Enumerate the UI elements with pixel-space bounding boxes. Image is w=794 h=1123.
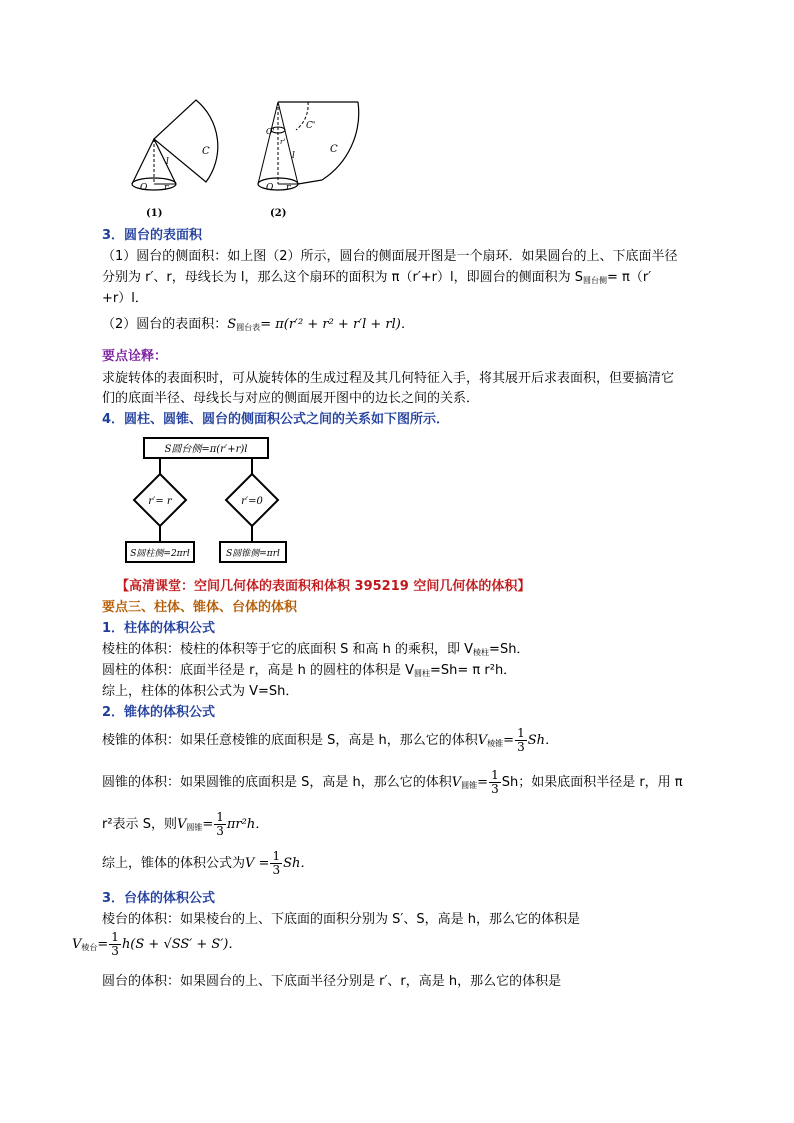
- note-heading: 要点诠释：: [102, 349, 168, 364]
- flow-left-cond: r′= r: [148, 496, 172, 507]
- label-C-2: C: [330, 144, 338, 155]
- sec3-p2: （2）圆台的表面积：$S_{圆台表}= \pi(r'^2 + r^2 + r'l + rl)$．: [102, 317, 414, 332]
- sec3-p1c: +r）l．: [102, 291, 148, 306]
- note-line1: 求旋转体的表面积时，可从旋转体的生成过程及其几何特征入手，将其展开后求表面积，但要搞清它: [102, 371, 675, 386]
- point3-s2-l2: 圆锥的体积：如果圆锥的底面积是 S，高是 h，那么它的体积$V_{圆锥}=$ $\frac{1}{3}$ Sh；如果底面积半径是 r，用 π: [102, 768, 683, 796]
- point3-s2-l1: 棱锥的体积：如果任意棱锥的底面积是 S，高是 h，那么它的体积$V_{棱锥}=$ $\frac{1}{3}$ Sh．: [102, 726, 558, 754]
- point3-s1-heading: 1．柱体的体积公式: [102, 621, 216, 636]
- label-l-2: l: [292, 151, 295, 161]
- label-C: C: [202, 146, 210, 157]
- cone-frustum-figures: [120, 92, 380, 222]
- point3-s2-l4: 综上，锥体的体积公式为V = $\frac{1}{3}$ Sh．: [102, 849, 314, 877]
- point3-s3-l2: $V_{棱台}=$ $\frac{1}{3}$ h(S + √SS′ + S′)．: [72, 930, 242, 958]
- point3-heading: 要点三、柱体、锥体、台体的体积: [102, 600, 298, 615]
- lateral-area-flowchart: [120, 434, 320, 570]
- label-r: r: [164, 183, 169, 193]
- point3-s1-l3: 综上，柱体的体积公式为 V=Sh．: [102, 684, 299, 699]
- label-r-2: r: [286, 183, 291, 193]
- point3-s2-heading: 2．锥体的体积公式: [102, 705, 216, 720]
- sec4-heading: 4．圆柱、圆锥、圆台的侧面积公式之间的关系如下图所示．: [102, 412, 450, 427]
- label-O-2: O: [266, 183, 274, 193]
- point3-s1-l1: 棱柱的体积：棱柱的体积等于它的底面积 S 和高 h 的乘积，即 $V_{棱柱}=Sh$．: [102, 642, 530, 657]
- point3-s2-l3: r²表示 S，则$V_{圆锥}=$ $\frac{1}{3}$ πr²h．: [102, 810, 269, 838]
- sec3-p1b: 分别为 r′、r，母线长为 l，那么这个扇环的面积为 π（r′+r）l，即圆台的侧面积为 $S_{圆台侧}= \pi(r'$: [102, 270, 652, 285]
- flow-right-result: S圆锥侧=πrl: [226, 549, 280, 559]
- label-l: l: [166, 157, 169, 167]
- flow-left-result: S圆柱侧=2πrl: [130, 549, 190, 559]
- figure-1-cone-development: [132, 100, 218, 219]
- label-C-prime: C': [306, 121, 316, 131]
- figure-2-frustum-development: [258, 102, 359, 219]
- figure-2-label: (2): [270, 208, 287, 219]
- point3-s3-heading: 3．台体的体积公式: [102, 891, 216, 906]
- point3-s3-l1: 棱台的体积：如果棱台的上、下底面的面积分别为 S′、S，高是 h，那么它的体积是: [102, 912, 580, 927]
- classroom-link: 【高清课堂：空间几何体的表面积和体积 395219 空间几何体的体积】: [116, 579, 531, 594]
- note-line2: 们的底面半径、母线长与对应的侧面展开图中的边长之间的关系．: [102, 391, 480, 406]
- flow-right-cond: r′=0: [241, 496, 263, 507]
- sec3-p1a: （1）圆台的侧面积：如上图（2）所示，圆台的侧面展开图是一个扇环．如果圆台的上、下底面半径: [102, 249, 678, 264]
- figure-1-label: (1): [146, 208, 163, 219]
- flow-top-text: S圆台侧=π(r′+r)l: [164, 444, 248, 455]
- point3-s1-l2: 圆柱的体积：底面半径是 r，高是 h 的圆柱的体积是 $V_{圆柱}=Sh= \pi$ r²h．: [102, 663, 517, 678]
- label-r-prime: r': [280, 138, 286, 146]
- point3-s3-l3: 圆台的体积：如果圆台的上、下底面半径分别是 r′、r，高是 h，那么它的体积是: [102, 974, 562, 989]
- label-O: O: [140, 183, 148, 193]
- sec3-heading: 3．圆台的表面积: [102, 228, 203, 243]
- label-O-prime: O': [266, 127, 275, 136]
